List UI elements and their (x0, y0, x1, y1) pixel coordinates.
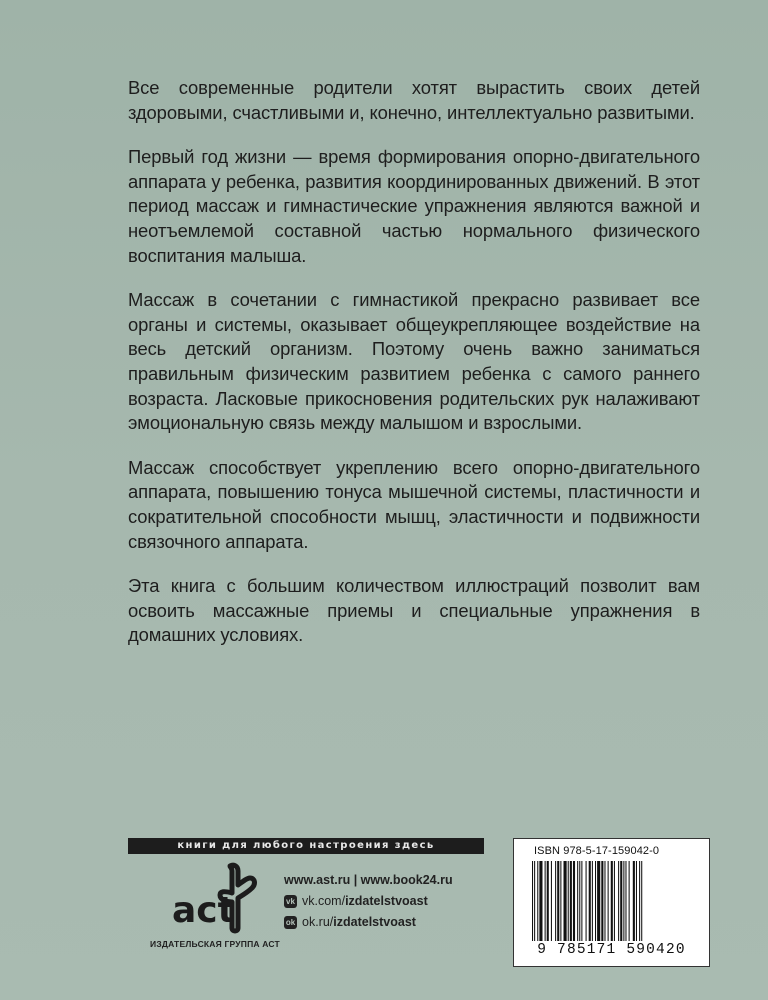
barcode-bar (620, 861, 622, 941)
barcode-bar (625, 861, 626, 941)
paragraph-4: Массаж способствует укреплению всего опорно-двигательного аппарата, повышению тонуса мышечной системы, пластичности и сократительной способности мышц, эластичности и подвижности связочного аппарата. (128, 456, 700, 552)
barcode-bar (539, 861, 542, 941)
barcode-bar (570, 861, 572, 941)
barcode-bar (604, 861, 605, 941)
barcode-bar (614, 861, 615, 941)
paragraph-5: Эта книга с большим количеством иллюстраций позволит вам освоить массажные приемы и специальные упражнения в домашних условиях. (128, 575, 700, 646)
ok-icon: ok (285, 917, 296, 927)
tagline-banner: книги для любого настроения здесь (128, 838, 484, 854)
barcode-bar (545, 861, 546, 941)
vk-prefix: vk.com/ (302, 894, 346, 908)
publisher-caption: ИЗДАТЕЛЬСКАЯ ГРУППА АСТ (150, 939, 280, 949)
vk-icon: vk (284, 895, 297, 908)
contact-links (284, 873, 453, 929)
barcode-bar (568, 861, 569, 941)
barcode-panel (513, 838, 710, 967)
barcode-bar (560, 861, 561, 941)
barcode-bar (586, 861, 587, 941)
barcode-bar (639, 861, 640, 941)
barcode-bar (547, 861, 549, 941)
barcode-bar (555, 861, 556, 941)
vk-link[interactable] (284, 894, 453, 908)
vk-handle: izdatelstvoast (345, 894, 428, 908)
barcode-bar (595, 861, 596, 941)
barcode-bar (633, 861, 635, 941)
website-links[interactable]: www.ast.ru | www.book24.ru (284, 873, 453, 887)
barcode-bar (641, 861, 642, 941)
ok-handle: izdatelstvoast (333, 915, 416, 929)
barcode-bar (577, 861, 578, 941)
logo-wordmark: act (172, 890, 235, 931)
barcode-bar (608, 861, 609, 941)
barcode-bar (581, 861, 582, 941)
ast-logo-icon (158, 858, 270, 938)
isbn-label: ISBN 978-5-17-159042-0 (534, 845, 660, 857)
barcode-bar (623, 861, 624, 941)
barcode-bar (557, 861, 559, 941)
barcode-bar (597, 861, 600, 941)
barcode-bar (611, 861, 613, 941)
barcode-bar (573, 861, 575, 941)
barcode-bar (551, 861, 552, 941)
barcode-image (532, 861, 691, 941)
barcode-bar (629, 861, 630, 941)
barcode-bar (532, 861, 533, 941)
ok-link[interactable] (284, 915, 453, 929)
barcode-bar (592, 861, 593, 941)
paragraph-3: Массаж в сочетании с гимнастикой прекрасно развивает все органы и системы, оказывает общеукрепляющее воздействие на весь детский организм. Поэтому очень важно заниматься правильным физическим развитием ребенка с самого раннего возраста. Ласковые прикосновения родительских рук налаживают эмоциональную связь между малышом и взрослыми. (128, 289, 700, 434)
ok-prefix: ok.ru/ (302, 915, 334, 929)
barcode-bar (618, 861, 619, 941)
barcode-bar (579, 861, 580, 941)
barcode-digits: 9 785171 590420 (537, 942, 686, 958)
back-cover-text (128, 76, 700, 668)
barcode-bar (534, 861, 535, 941)
barcode-bar (636, 861, 637, 941)
barcode-bar (601, 861, 603, 941)
barcode-bar (589, 861, 591, 941)
paragraph-2: Первый год жизни — время формирования опорно-двигательного аппарата у ребенка, развития координированных движений. В этот период массаж и гимнастические упражнения являются важной и неотъемлемой составной частью нормального физического воспитания малыша. (128, 146, 700, 266)
publisher-logo (150, 858, 280, 958)
paragraph-1: Все современные родители хотят вырастить своих детей здоровыми, счастливыми и, конечно, интеллектуально развитыми. (128, 77, 700, 123)
barcode-bar (564, 861, 567, 941)
barcode-bar (537, 861, 538, 941)
